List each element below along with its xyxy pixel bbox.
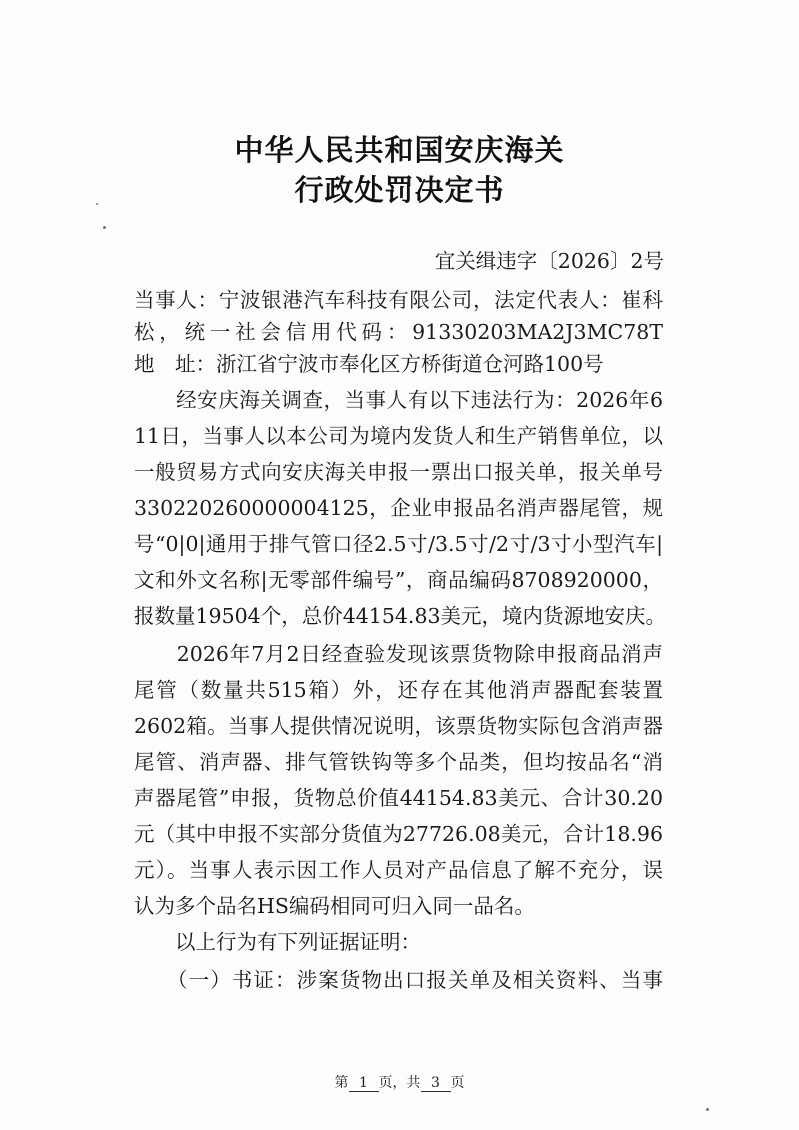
body-line: 元）。当事人表示因工作人员对产品信息了解不充分，误	[134, 858, 663, 882]
document-number: 宜关缉违字〔2026〕2号	[434, 249, 664, 273]
footer-suffix: 页	[450, 1075, 465, 1091]
footer-page-number: 1	[349, 1075, 379, 1092]
body-line: 号“0|0|通用于排气管口径2.5寸/3.5寸/2寸/3寸小型汽车|	[134, 532, 663, 556]
body-line: 元（其中申报不实部分货值为27726.08美元，合计18.96	[134, 822, 663, 846]
body-line: 声器尾管”申报，货物总价值44154.83美元、合计30.20	[134, 786, 663, 810]
body-line: 松，统一社会信用代码：91330203MA2J3MC78T	[134, 320, 663, 344]
document-title-line2: 行政处罚决定书	[294, 173, 505, 207]
body-line: 2602箱。当事人提供情况说明，该票货物实际包含消声器	[134, 714, 663, 738]
body-line: （一）书证：涉案货物出口报关单及相关资料、当事	[134, 968, 663, 992]
document-title-line1: 中华人民共和国安庆海关	[234, 133, 565, 167]
footer-middle: 页，共	[378, 1075, 421, 1091]
body-line: 一般贸易方式向安庆海关申报一票出口报关单，报关单号	[134, 460, 663, 484]
scan-speck	[96, 203, 98, 205]
body-line: 11日，当事人以本公司为境内发货人和生产销售单位，以	[134, 424, 663, 448]
body-line: 尾管、消声器、排气管铁钩等多个品类，但均按品名“消	[134, 750, 663, 774]
body-line: 尾管（数量共515箱）外，还存在其他消声器配套装置	[134, 678, 663, 702]
body-line: 当事人：宁波银港汽车科技有限公司，法定代表人：崔科	[134, 288, 663, 312]
body-line: 地 址：浙江省宁波市奉化区方桥街道仓河路100号	[134, 352, 604, 376]
body-line: 认为多个品名HS编码相同可归入同一品名。	[134, 894, 535, 918]
body-line: 以上行为有下列证据证明：	[134, 930, 421, 954]
footer-prefix: 第	[334, 1075, 349, 1091]
scan-speck	[103, 226, 106, 229]
body-line: 报数量19504个，总价44154.83美元，境内货源地安庆。	[134, 604, 667, 628]
page-footer	[0, 1072, 799, 1092]
scan-speck	[706, 1108, 709, 1111]
footer-total-pages: 3	[421, 1075, 451, 1092]
body-line: 2026年7月2日经查验发现该票货物除申报商品消声	[176, 642, 663, 666]
body-line: 文和外文名称|无零部件编号”，商品编码8708920000，	[134, 568, 663, 592]
body-line: 经安庆海关调查，当事人有以下违法行为：2026年6	[176, 388, 663, 412]
body-line: 330220260000004125，企业申报品名消声器尾管，规	[134, 496, 663, 520]
